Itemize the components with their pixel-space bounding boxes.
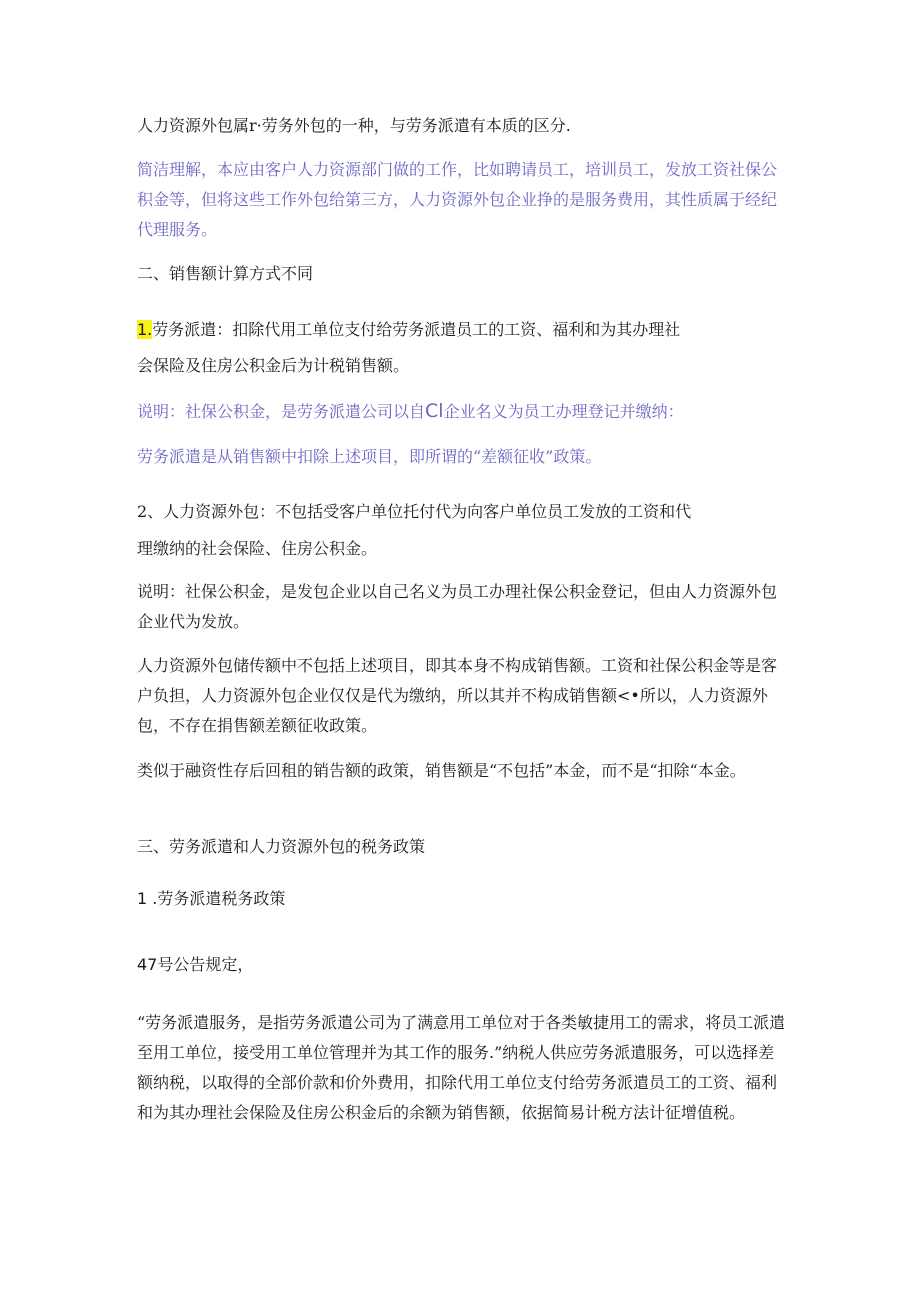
note-3: 说明：社保公积金，是发包企业以自己名义为员工办理社保公积金登记，但由人力资源外包企业代为发放。 xyxy=(137,582,778,631)
note-1-part-a: 说明：社保公积金，是劳务派遣公司以自 xyxy=(137,402,426,421)
note-1 xyxy=(137,396,787,427)
subheading-1-number: 1 xyxy=(137,889,148,908)
subheading-1-text: .劳务派遣税务政策 xyxy=(147,889,286,908)
announcement-ref xyxy=(137,950,787,980)
highlighted-number: 1. xyxy=(137,320,153,339)
list-item-2: 2、人力资源外包：不包括受客户单位托付代为向客户单位员工发放的工资和代 xyxy=(137,502,692,521)
note-1-part-b: 企业名义为员工办理登记并缴纳： xyxy=(443,402,684,421)
list-item-1 xyxy=(137,315,787,345)
paragraph-simple-explanation: 简洁理解，本应由客户人力资源部门做的工作，比如聘请员工，培训员工，发放工资社保公积金等，但将这些工作外包给第三方，人力资源外包企业挣的是服务费用，其性质属于经纪代理服务。 xyxy=(137,160,778,239)
announcement-number: 47 xyxy=(137,955,158,974)
announcement-text: 号公告规定， xyxy=(157,955,254,974)
list-item-1-line1: 劳务派遣：扣除代用工单位支付给劳务派遣员工的工资、福利和为其办理社 xyxy=(152,320,681,339)
note-1-cl: Cl xyxy=(425,400,444,422)
section-heading-2: 二、销售额计算方式不同 xyxy=(137,264,314,283)
subheading-1 xyxy=(137,884,787,914)
paragraph-outsourcing-definition: 人力资源外包属r·劳务外包的一种，与劳务派遣有本质的区分. xyxy=(137,116,571,135)
list-item-1-continued: 会保险及住房公积金后为计税销售额。 xyxy=(137,356,410,375)
note-2: 劳务派遣是从销售额中扣除上述项目，即所谓的“差额征收”政策。 xyxy=(137,447,602,466)
paragraph-quote: “劳务派遣服务，是指劳务派遣公司为了满意用工单位对于各类敏捷用工的需求，将员工派遣至用工单位，接受用工单位管理并为其工作的服务.”纳税人供应劳务派遣服务，可以选择差额纳税，以取得的全部价款和价外费用，扣除代用工单位支付给劳务派遣员工的工资、福利和为其办理社会保险及住房公积金后的余额为销售额，依据简易计税方法计征增值税。 xyxy=(137,1013,786,1122)
list-item-2-continued: 理缴纳的社会保险、住房公积金。 xyxy=(137,539,378,558)
paragraph-outsourcing-sales: 人力资源外包储传额中不包括上述项目，即其本身不构成销售额。工资和社保公积金等是客户负担，人力资源外包企业仅仅是代为缴纳，所以其并不构成销售额<•所以，人力资源外包，不存在捐售额差额征收政策。 xyxy=(137,656,778,735)
paragraph-financing-analogy: 类似于融资性存后回租的销告额的政策，销售额是“不包括”本金，而不是“扣除“本金。 xyxy=(137,761,746,780)
section-heading-3: 三、劳务派遣和人力资源外包的税务政策 xyxy=(137,837,426,856)
